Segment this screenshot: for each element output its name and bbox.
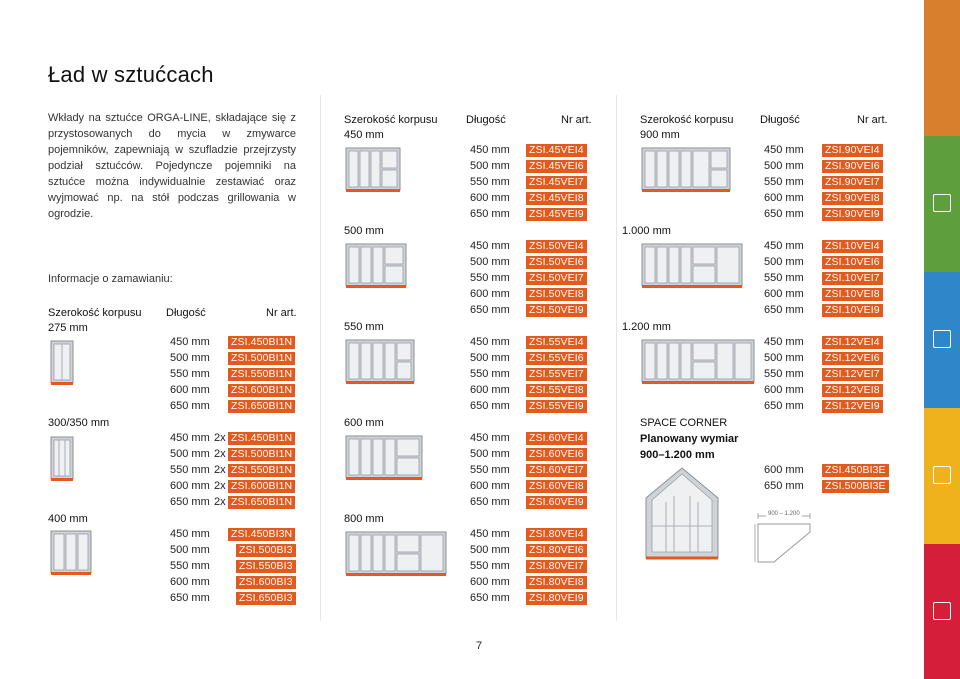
table-row [764,192,894,206]
length-value: 450 mm [470,240,510,252]
length-value: 450 mm [470,528,510,540]
insert-1000-thumbnail [640,242,744,290]
article-number: ZSI.50VEI6 [526,256,587,269]
length-value: 600 mm [470,480,510,492]
table-row [470,192,600,206]
table-row [470,496,600,510]
article-number: ZSI.50VEI8 [526,288,587,301]
table-row [470,160,600,174]
length-value: 650 mm [470,304,510,316]
page-number: 7 [476,640,483,652]
table-row [170,560,300,574]
length-value: 550 mm [470,176,510,188]
quantity-multiplier: 2x [214,432,226,444]
article-number: ZSI.450BI1N [228,336,295,349]
table-row [470,560,600,574]
table-row [470,592,600,606]
table-row [470,336,600,350]
article-number: ZSI.80VEI9 [526,592,587,605]
insert-500-thumbnail [344,242,408,290]
cabinet-icon [933,602,951,620]
article-number: ZSI.12VEI8 [822,384,883,397]
length-value: 600 mm [470,192,510,204]
article-number: ZSI.600BI1N [228,384,295,397]
table-row [470,240,600,254]
table-row [470,464,600,478]
length-value: 450 mm [764,240,804,252]
length-value: 550 mm [764,176,804,188]
table-row [470,544,600,558]
section-width-label: 600 mm [344,417,384,429]
table-row [470,304,600,318]
kitchen-storage-icon [933,194,951,212]
article-number: ZSI.600BI3 [236,576,296,589]
length-value: 450 mm [470,336,510,348]
length-value: 600 mm [170,576,210,588]
length-value: 550 mm [470,368,510,380]
article-number: ZSI.50VEI9 [526,304,587,317]
length-value: 450 mm [170,528,210,540]
insert-900-thumbnail [640,146,732,194]
length-value: 650 mm [170,496,210,508]
table-row [170,464,300,478]
article-number: ZSI.450BI3N [228,528,295,541]
article-number: ZSI.500BI3 [236,544,296,557]
article-number: ZSI.12VEI7 [822,368,883,381]
table-row [170,448,300,462]
column-divider [616,95,617,621]
table-row [470,176,600,190]
quantity-multiplier: 2x [214,464,226,476]
table-row [470,400,600,414]
article-number: ZSI.10VEI7 [822,272,883,285]
header-art-number: Nr art. [266,307,297,319]
length-value: 650 mm [764,208,804,220]
length-value: 500 mm [764,256,804,268]
table-row [764,256,894,270]
article-number: ZSI.550BI1N [228,368,295,381]
length-value: 600 mm [764,288,804,300]
length-value: 500 mm [470,448,510,460]
side-tab-green[interactable] [924,136,960,272]
length-value: 500 mm [470,256,510,268]
insert-450-thumbnail [344,146,402,194]
section-width-label: 900 mm [640,129,680,141]
header-width: Szerokość korpusu [344,114,438,126]
length-value: 550 mm [470,464,510,476]
article-number: ZSI.60VEI4 [526,432,587,445]
length-value: 650 mm [470,592,510,604]
insert-300-350-thumbnail [48,435,76,483]
space-corner-thumbnail [644,466,720,564]
insert-275-thumbnail [48,339,76,387]
side-tab-blue[interactable] [924,272,960,408]
table-row [170,336,300,350]
header-art-number: Nr art. [857,114,888,126]
side-tab-orange[interactable] [924,0,960,136]
article-number: ZSI.550BI3 [236,560,296,573]
length-value: 600 mm [764,384,804,396]
section-width-label: 400 mm [48,513,88,525]
table-row [764,288,894,302]
article-number: ZSI.55VEI9 [526,400,587,413]
planned-dimension-range: 900–1.200 mm [640,449,715,461]
article-number: ZSI.55VEI6 [526,352,587,365]
header-art-number: Nr art. [561,114,592,126]
length-value: 600 mm [170,480,210,492]
length-value: 600 mm [470,384,510,396]
section-width-label: 1.000 mm [622,225,671,237]
length-value: 650 mm [470,400,510,412]
insert-1200-thumbnail [640,338,756,386]
length-value: 550 mm [764,368,804,380]
article-number: ZSI.60VEI9 [526,496,587,509]
article-number: ZSI.10VEI4 [822,240,883,253]
article-number: ZSI.80VEI6 [526,544,587,557]
insert-600-thumbnail [344,434,424,482]
length-value: 550 mm [170,560,210,572]
article-number: ZSI.45VEI7 [526,176,587,189]
table-row [470,528,600,542]
article-number: ZSI.10VEI8 [822,288,883,301]
table-row [470,368,600,382]
fitting-icon [933,330,951,348]
article-number: ZSI.450BI3E [822,464,889,477]
table-row [764,352,894,366]
table-row [170,496,300,510]
table-row [764,336,894,350]
table-row [764,208,894,222]
table-row [470,384,600,398]
section-width-label: 550 mm [344,321,384,333]
length-value: 450 mm [470,432,510,444]
section-width-label: 1.200 mm [622,321,671,333]
header-width: Szerokość korpusu [640,114,734,126]
table-row [470,448,600,462]
length-value: 600 mm [764,192,804,204]
length-value: 600 mm [470,288,510,300]
header-width: Szerokość korpusu [48,307,142,319]
insert-550-thumbnail [344,338,416,386]
section-width-label: 500 mm [344,225,384,237]
length-value: 500 mm [170,352,210,364]
length-value: 550 mm [764,272,804,284]
table-row [470,352,600,366]
insert-400-thumbnail [48,529,94,577]
length-value: 550 mm [170,464,210,476]
article-number: ZSI.90VEI8 [822,192,883,205]
table-row [764,304,894,318]
table-row [470,256,600,270]
length-value: 650 mm [170,592,210,604]
article-number: ZSI.12VEI6 [822,352,883,365]
intro-paragraph: Wkłady na sztućce ORGA-LINE, składające się z przystosowanych do mycia w zmywarce pojemników, zapewniają w szufladzie przejrzysty podział sztućców. Pojedyncze pojemniki na sztućce można indywidualnie zestawiać oraz wyjmować np. na stół podczas grillowania w ogrodzie. [48,112,296,220]
length-value: 550 mm [470,560,510,572]
header-length: Długość [466,114,506,126]
article-number: ZSI.500BI1N [228,448,295,461]
length-value: 450 mm [170,336,210,348]
table-row [170,576,300,590]
quantity-multiplier: 2x [214,448,226,460]
section-width-label: 800 mm [344,513,384,525]
planned-dimension-label: Planowany wymiar [640,433,739,445]
table-row [764,272,894,286]
table-row [470,288,600,302]
article-number: ZSI.90VEI7 [822,176,883,189]
table-row [764,464,894,478]
length-value: 450 mm [764,144,804,156]
article-number: ZSI.45VEI8 [526,192,587,205]
corner-dimension-label: 900 – 1.200 [768,511,800,517]
insert-800-thumbnail [344,530,448,578]
table-row [764,400,894,414]
header-length: Długość [760,114,800,126]
length-value: 550 mm [470,272,510,284]
article-number: ZSI.600BI1N [228,480,295,493]
length-value: 500 mm [764,160,804,172]
page-title: Ład w sztućcach [48,62,214,87]
article-number: ZSI.60VEI7 [526,464,587,477]
quantity-multiplier: 2x [214,480,226,492]
length-value: 500 mm [470,352,510,364]
article-number: ZSI.55VEI4 [526,336,587,349]
table-row [470,272,600,286]
table-row [170,592,300,606]
article-number: ZSI.650BI1N [228,400,295,413]
table-row [764,160,894,174]
table-row [764,144,894,158]
article-number: ZSI.12VEI4 [822,336,883,349]
table-row [470,144,600,158]
length-value: 600 mm [470,576,510,588]
article-number: ZSI.10VEI6 [822,256,883,269]
article-number: ZSI.90VEI6 [822,160,883,173]
quantity-multiplier: 2x [214,496,226,508]
article-number: ZSI.500BI3E [822,480,889,493]
article-number: ZSI.50VEI4 [526,240,587,253]
length-value: 650 mm [170,400,210,412]
table-row [170,528,300,542]
length-value: 650 mm [764,304,804,316]
article-number: ZSI.45VEI4 [526,144,587,157]
table-row [170,384,300,398]
article-number: ZSI.55VEI7 [526,368,587,381]
length-value: 600 mm [764,464,804,476]
table-row [764,368,894,382]
column-divider [320,95,321,621]
table-row [470,576,600,590]
length-value: 500 mm [764,352,804,364]
article-number: ZSI.450BI1N [228,432,295,445]
space-corner-title: SPACE CORNER [640,417,728,429]
order-info-label: Informacje o zamawianiu: [48,273,173,285]
length-value: 650 mm [470,208,510,220]
table-row [170,544,300,558]
corner-dimension-diagram [752,510,816,568]
length-value: 500 mm [170,544,210,556]
article-number: ZSI.45VEI6 [526,160,587,173]
article-number: ZSI.10VEI9 [822,304,883,317]
table-row [764,240,894,254]
table-row [470,208,600,222]
table-row [170,480,300,494]
length-value: 500 mm [470,544,510,556]
side-tab-yellow[interactable] [924,408,960,544]
table-row [764,480,894,494]
table-row [170,400,300,414]
table-row [170,368,300,382]
length-value: 650 mm [764,400,804,412]
section-width-label: 300/350 mm [48,417,110,429]
article-number: ZSI.55VEI8 [526,384,587,397]
table-row [470,432,600,446]
article-number: ZSI.500BI1N [228,352,295,365]
article-number: ZSI.550BI1N [228,464,295,477]
article-number: ZSI.50VEI7 [526,272,587,285]
article-number: ZSI.80VEI4 [526,528,587,541]
article-number: ZSI.60VEI8 [526,480,587,493]
article-number: ZSI.45VEI9 [526,208,587,221]
length-value: 450 mm [470,144,510,156]
table-row [170,352,300,366]
door-icon [933,466,951,484]
section-width-label: 275 mm [48,322,88,334]
table-row [470,480,600,494]
article-number: ZSI.90VEI4 [822,144,883,157]
length-value: 450 mm [170,432,210,444]
length-value: 550 mm [170,368,210,380]
length-value: 650 mm [764,480,804,492]
article-number: ZSI.90VEI9 [822,208,883,221]
article-number: ZSI.12VEI9 [822,400,883,413]
length-value: 450 mm [764,336,804,348]
side-tab-red[interactable] [924,544,960,679]
article-number: ZSI.80VEI7 [526,560,587,573]
table-row [170,432,300,446]
article-number: ZSI.650BI1N [228,496,295,509]
length-value: 600 mm [170,384,210,396]
header-length: Długość [166,307,206,319]
article-number: ZSI.80VEI8 [526,576,587,589]
section-width-label: 450 mm [344,129,384,141]
length-value: 500 mm [170,448,210,460]
article-number: ZSI.650BI3 [236,592,296,605]
article-number: ZSI.60VEI6 [526,448,587,461]
table-row [764,176,894,190]
table-row [764,384,894,398]
length-value: 650 mm [470,496,510,508]
length-value: 500 mm [470,160,510,172]
